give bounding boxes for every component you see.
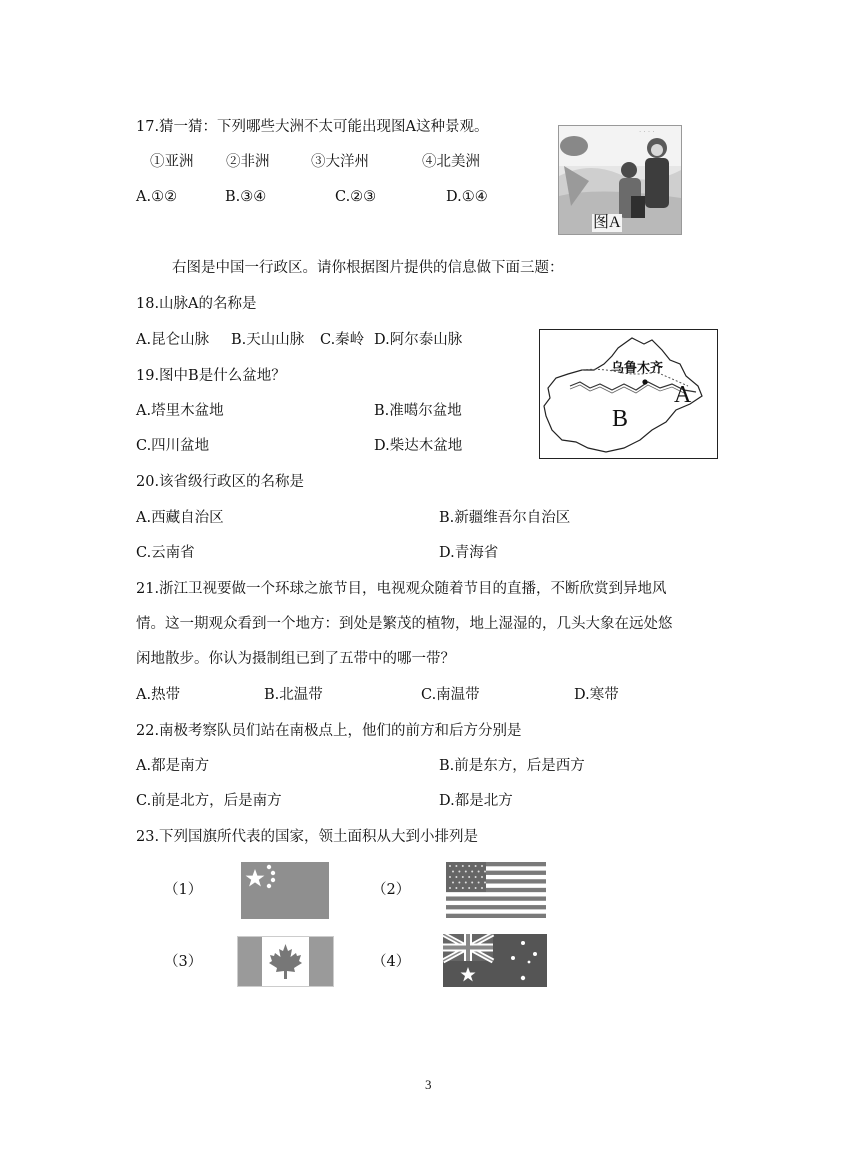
map-label-a: A — [674, 382, 692, 408]
q22-option-a: A.都是南方 — [136, 758, 210, 774]
q21-line-2: 情。这一期观众看到一个地方：到处是繁茂的植物，地上湿湿的，几头大象在远处悠 — [136, 616, 673, 632]
q17-stem: 17.猜一猜：下列哪些大洲不太可能出现图A这种景观。 — [136, 119, 489, 135]
q18-option-b: B.天山山脉 — [231, 332, 305, 348]
flag-1-label: （1） — [164, 882, 203, 898]
q20-option-d: D.青海省 — [439, 545, 499, 561]
q20-option-b: B.新疆维吾尔自治区 — [439, 510, 571, 526]
section-intro: 右图是中国一行政区。请你根据图片提供的信息做下面三题： — [172, 260, 564, 276]
q17-item: ②非洲 — [226, 154, 270, 170]
china-flag — [241, 862, 329, 919]
q17-option-d: D.①④ — [446, 189, 488, 205]
q17-item: ③大洋州 — [311, 154, 369, 170]
q22-option-c: C.前是北方，后是南方 — [136, 793, 282, 809]
q19-option-b: B.准噶尔盆地 — [374, 403, 462, 419]
page-number: 3 — [425, 1077, 432, 1092]
q19-option-a: A.塔里木盆地 — [136, 403, 224, 419]
q21-line-3: 闲地散步。你认为摄制组已到了五带中的哪一带？ — [136, 651, 455, 667]
q19-option-c: C.四川盆地 — [136, 438, 210, 454]
flag-4-label: （4） — [372, 954, 411, 970]
australia-flag — [443, 934, 547, 987]
q17-option-c: C.②③ — [335, 189, 377, 205]
map-city-label: 乌鲁木齐 — [611, 361, 664, 376]
q22-option-b: B.前是东方，后是西方 — [439, 758, 585, 774]
q20-option-c: C.云南省 — [136, 545, 195, 561]
map-label-b: B — [612, 406, 629, 432]
canada-flag — [237, 936, 334, 987]
q22-option-d: D.都是北方 — [439, 793, 513, 809]
q18-option-d: D.阿尔泰山脉 — [374, 332, 463, 348]
q17-option-a: A.①② — [136, 189, 178, 205]
q17-item: ④北美洲 — [422, 154, 480, 170]
svg-text:· · · ·: · · · · — [639, 128, 655, 136]
q18-stem: 18.山脉A的名称是 — [136, 296, 257, 312]
q19-option-d: D.柴达木盆地 — [374, 438, 463, 454]
usa-flag — [446, 862, 546, 918]
figure-a-label: 图A — [593, 214, 621, 231]
q17-item: ①亚洲 — [150, 154, 194, 170]
xinjiang-map — [539, 329, 718, 459]
q18-option-c: C.秦岭 — [320, 332, 365, 348]
q18-option-a: A.昆仑山脉 — [136, 332, 210, 348]
q17-option-b: B.③④ — [225, 189, 267, 205]
q23-stem: 23.下列国旗所代表的国家，领土面积从大到小排列是 — [136, 829, 479, 845]
q21-option-c: C.南温带 — [421, 687, 480, 703]
q19-stem: 19.图中B是什么盆地？ — [136, 368, 286, 384]
flag-3-label: （3） — [164, 954, 203, 970]
q20-stem: 20.该省级行政区的名称是 — [136, 474, 305, 490]
q21-option-a: A.热带 — [136, 687, 181, 703]
q21-option-d: D.寒带 — [574, 687, 619, 703]
q21-line-1: 21.浙江卫视要做一个环球之旅节目，电视观众随着节目的直播，不断欣赏到异地风 — [136, 581, 667, 597]
q22-stem: 22.南极考察队员们站在南极点上，他们的前方和后方分别是 — [136, 723, 522, 739]
q21-option-b: B.北温带 — [264, 687, 323, 703]
figure-a-photo — [558, 125, 682, 235]
flag-2-label: （2） — [372, 882, 411, 898]
q20-option-a: A.西藏自治区 — [136, 510, 224, 526]
